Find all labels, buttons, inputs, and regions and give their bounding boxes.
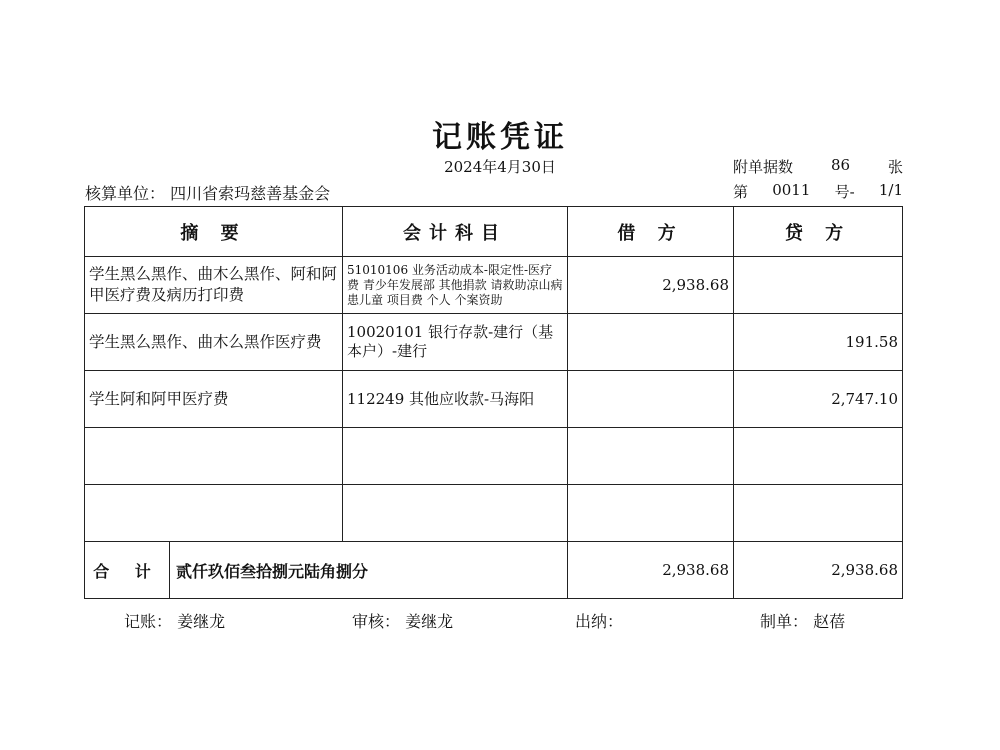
voucher-table bbox=[84, 206, 903, 599]
reviewer-label: 审核： bbox=[352, 612, 401, 631]
cashier-label: 出纳： bbox=[575, 612, 624, 631]
preparer-signature bbox=[760, 609, 845, 632]
accounting-unit-label: 核算单位： bbox=[85, 184, 166, 203]
row-summary bbox=[85, 485, 343, 542]
total-amount-words: 贰仟玖佰叁拾捌元陆角捌分 bbox=[176, 561, 369, 581]
bookkeeper-label: 记账： bbox=[124, 612, 173, 631]
row-credit bbox=[734, 428, 903, 485]
table-row bbox=[85, 314, 903, 371]
voucher-number-prefix: 第 bbox=[733, 183, 749, 201]
row-summary: 学生黑么黑作、曲木么黑作医疗费 bbox=[85, 314, 343, 371]
reviewer-name: 姜继龙 bbox=[405, 612, 454, 631]
attachment-label: 附单据数 bbox=[733, 158, 794, 176]
header-summary: 摘 要 bbox=[85, 207, 343, 257]
bookkeeper-name: 姜继龙 bbox=[177, 612, 226, 631]
row-credit bbox=[734, 485, 903, 542]
voucher-date: 2024年4月30日 bbox=[444, 158, 556, 176]
row-summary bbox=[85, 428, 343, 485]
table-header-row bbox=[85, 207, 903, 257]
total-label: 合 计 bbox=[85, 542, 170, 598]
row-summary: 学生黑么黑作、曲木么黑作、阿和阿甲医疗费及病历打印费 bbox=[85, 257, 343, 314]
row-debit bbox=[568, 428, 734, 485]
row-account: 51010106 业务活动成本-限定性-医疗费 青少年发展部 其他捐款 请救助凉山病患儿童 项目费 个人 个案资助 bbox=[343, 257, 568, 314]
table-row bbox=[85, 485, 903, 542]
table-row bbox=[85, 371, 903, 428]
preparer-label: 制单： bbox=[760, 612, 809, 631]
row-summary: 学生阿和阿甲医疗费 bbox=[85, 371, 343, 428]
voucher-page: 1/1 bbox=[878, 181, 903, 199]
header-debit: 借 方 bbox=[568, 207, 734, 257]
reviewer-signature bbox=[352, 609, 453, 632]
total-row bbox=[85, 542, 903, 599]
header-account: 会计科目 bbox=[343, 207, 568, 257]
header-credit: 贷 方 bbox=[734, 207, 903, 257]
attachment-number: 86 bbox=[830, 156, 851, 174]
attachment-count bbox=[733, 156, 903, 177]
voucher-number-value: 0011 bbox=[772, 181, 811, 199]
total-cell bbox=[85, 542, 568, 599]
row-debit bbox=[568, 485, 734, 542]
row-credit: 2,747.10 bbox=[734, 371, 903, 428]
accounting-unit bbox=[85, 181, 330, 204]
voucher-number-suffix: 号- bbox=[834, 183, 855, 201]
attachment-unit: 张 bbox=[887, 158, 903, 176]
voucher-number bbox=[733, 181, 903, 202]
row-credit bbox=[734, 257, 903, 314]
preparer-name: 赵蓓 bbox=[813, 612, 846, 631]
table-row bbox=[85, 257, 903, 314]
table-row bbox=[85, 428, 903, 485]
total-credit: 2,938.68 bbox=[734, 542, 903, 599]
row-debit bbox=[568, 314, 734, 371]
row-account bbox=[343, 428, 568, 485]
accounting-unit-name: 四川省索玛慈善基金会 bbox=[170, 184, 331, 203]
row-account bbox=[343, 485, 568, 542]
bookkeeper-signature bbox=[124, 609, 225, 632]
row-credit: 191.58 bbox=[734, 314, 903, 371]
total-debit: 2,938.68 bbox=[568, 542, 734, 599]
row-account: 10020101 银行存款-建行（基本户）-建行 bbox=[343, 314, 568, 371]
cashier-signature bbox=[575, 609, 623, 632]
row-debit: 2,938.68 bbox=[568, 257, 734, 314]
voucher-title: 记账凭证 bbox=[432, 120, 568, 155]
row-debit bbox=[568, 371, 734, 428]
row-account: 112249 其他应收款-马海阳 bbox=[343, 371, 568, 428]
